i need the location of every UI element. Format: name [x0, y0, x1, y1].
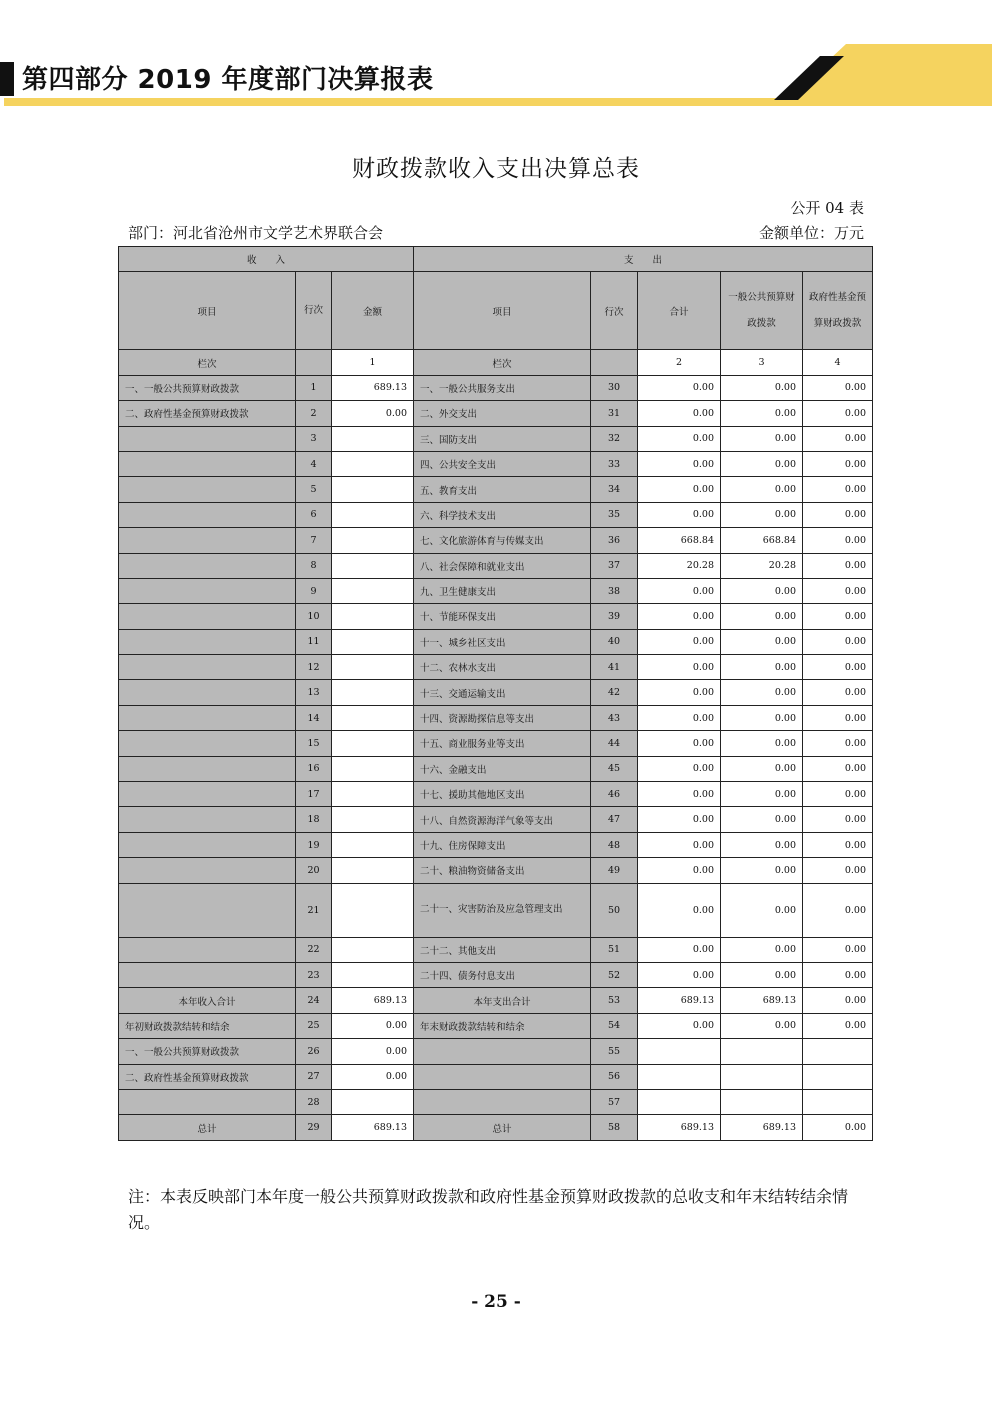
- expense-item-cell: 八、社会保障和就业支出: [414, 553, 591, 578]
- income-row-no-cell: 14: [296, 705, 332, 730]
- col-income-amount: 金额: [332, 272, 414, 350]
- table-row: [119, 883, 873, 937]
- expense-row-no-cell: 35: [591, 502, 638, 527]
- table-row: [119, 756, 873, 781]
- income-row-no-cell: 10: [296, 604, 332, 629]
- expense-row-no-cell: 42: [591, 680, 638, 705]
- income-item-cell: [119, 705, 296, 730]
- table-row: [119, 832, 873, 857]
- income-item-cell: [119, 731, 296, 756]
- page-number: - 25 -: [471, 1292, 521, 1312]
- total-cell: 668.84: [638, 528, 721, 553]
- income-header: 收 入: [119, 247, 414, 272]
- general-budget-cell: 0.00: [721, 705, 803, 730]
- income-row-no-cell: 6: [296, 502, 332, 527]
- expense-item-cell: 十、节能环保支出: [414, 604, 591, 629]
- income-row-no-cell: 8: [296, 553, 332, 578]
- expense-row-no-cell: 44: [591, 731, 638, 756]
- budget-table: [118, 246, 873, 1141]
- fund-budget-cell: 0.00: [803, 401, 873, 426]
- income-row-no-cell: 19: [296, 832, 332, 857]
- income-item-cell: [119, 477, 296, 502]
- total-cell: 0.00: [638, 858, 721, 883]
- general-budget-cell: 0.00: [721, 655, 803, 680]
- table-row: [119, 528, 873, 553]
- col-index-4: 4: [803, 350, 873, 375]
- income-item-cell: [119, 1089, 296, 1114]
- table-row: [119, 731, 873, 756]
- expense-item-cell: 一、一般公共服务支出: [414, 375, 591, 400]
- table-row: [119, 426, 873, 451]
- general-budget-cell: 0.00: [721, 1013, 803, 1038]
- expense-header: 支 出: [414, 247, 873, 272]
- total-cell: 0.00: [638, 375, 721, 400]
- total-cell: 0.00: [638, 578, 721, 603]
- expense-item-cell: 二十四、债务付息支出: [414, 962, 591, 987]
- expense-item-cell: 二十一、灾害防治及应急管理支出: [414, 883, 591, 937]
- expense-row-no-cell: 52: [591, 962, 638, 987]
- general-budget-cell: [721, 1039, 803, 1064]
- table-row: [119, 1013, 873, 1038]
- total-cell: [638, 1039, 721, 1064]
- fund-budget-cell: 0.00: [803, 807, 873, 832]
- income-row-no-cell: 27: [296, 1064, 332, 1089]
- total-cell: 0.00: [638, 629, 721, 654]
- income-item-cell: [119, 937, 296, 962]
- fund-budget-cell: 0.00: [803, 937, 873, 962]
- income-amount-cell: 689.13: [332, 375, 414, 400]
- income-item-cell: [119, 578, 296, 603]
- table-header-row-2: [119, 272, 873, 350]
- expense-item-cell: 总计: [414, 1115, 591, 1140]
- income-amount-cell: [332, 451, 414, 476]
- expense-row-no-cell: 40: [591, 629, 638, 654]
- col-income-row-no: 行次: [296, 272, 332, 350]
- expense-row-no-cell: 51: [591, 937, 638, 962]
- expense-row-no-cell: 38: [591, 578, 638, 603]
- fund-budget-cell: 0.00: [803, 1115, 873, 1140]
- income-item-cell: [119, 528, 296, 553]
- income-item-cell: 一、一般公共预算财政拨款: [119, 1039, 296, 1064]
- income-item-cell: 本年收入合计: [119, 988, 296, 1013]
- footnote: 注：本表反映部门本年度一般公共预算财政拨款和政府性基金预算财政拨款的总收支和年末结转结余情况。: [128, 1187, 849, 1232]
- income-row-no-cell: 29: [296, 1115, 332, 1140]
- expense-row-no-cell: 58: [591, 1115, 638, 1140]
- table-row: [119, 680, 873, 705]
- general-budget-cell: [721, 1089, 803, 1114]
- general-budget-cell: 0.00: [721, 629, 803, 654]
- general-budget-cell: 0.00: [721, 832, 803, 857]
- table-column-index-row: [119, 350, 873, 375]
- income-row-no-cell: 4: [296, 451, 332, 476]
- income-amount-cell: [332, 883, 414, 937]
- table-row: [119, 629, 873, 654]
- total-cell: 0.00: [638, 451, 721, 476]
- general-budget-cell: 0.00: [721, 756, 803, 781]
- department-label: 部门：河北省沧州市文学艺术界联合会: [128, 224, 384, 242]
- income-amount-cell: [332, 705, 414, 730]
- total-cell: 0.00: [638, 655, 721, 680]
- total-cell: 0.00: [638, 426, 721, 451]
- income-amount-cell: [332, 629, 414, 654]
- income-amount-cell: [332, 858, 414, 883]
- expense-row-no-cell: 33: [591, 451, 638, 476]
- table-row: [119, 1115, 873, 1140]
- income-item-cell: [119, 782, 296, 807]
- income-item-cell: [119, 655, 296, 680]
- general-budget-cell: 0.00: [721, 578, 803, 603]
- expense-item-cell: 二十、粮油物资储备支出: [414, 858, 591, 883]
- income-amount-cell: [332, 731, 414, 756]
- expense-row-no-cell: 50: [591, 883, 638, 937]
- expense-item-cell: 九、卫生健康支出: [414, 578, 591, 603]
- income-amount-cell: [332, 578, 414, 603]
- general-budget-cell: 668.84: [721, 528, 803, 553]
- col-index-label-left: 栏次: [119, 350, 296, 375]
- income-row-no-cell: 1: [296, 375, 332, 400]
- general-budget-cell: [721, 1064, 803, 1089]
- general-budget-cell: 0.00: [721, 680, 803, 705]
- table-row: [119, 578, 873, 603]
- general-budget-cell: 0.00: [721, 937, 803, 962]
- expense-item-cell: 五、教育支出: [414, 477, 591, 502]
- document-title: 财政拨款收入支出决算总表: [352, 156, 640, 182]
- table-row: [119, 1089, 873, 1114]
- fund-budget-cell: 0.00: [803, 528, 873, 553]
- income-amount-cell: 689.13: [332, 1115, 414, 1140]
- table-row: [119, 502, 873, 527]
- total-cell: [638, 1089, 721, 1114]
- general-budget-cell: 0.00: [721, 782, 803, 807]
- fund-budget-cell: 0.00: [803, 1013, 873, 1038]
- table-row: [119, 451, 873, 476]
- total-cell: 0.00: [638, 401, 721, 426]
- income-row-no-cell: 12: [296, 655, 332, 680]
- expense-row-no-cell: 36: [591, 528, 638, 553]
- col-expense-item: 项目: [414, 272, 591, 350]
- income-item-cell: 二、政府性基金预算财政拨款: [119, 1064, 296, 1089]
- total-cell: 689.13: [638, 1115, 721, 1140]
- income-row-no-cell: 5: [296, 477, 332, 502]
- general-budget-cell: 0.00: [721, 807, 803, 832]
- fund-budget-cell: 0.00: [803, 451, 873, 476]
- income-amount-cell: [332, 426, 414, 451]
- income-row-no-cell: 24: [296, 988, 332, 1013]
- income-amount-cell: 0.00: [332, 401, 414, 426]
- expense-item-cell: 十五、商业服务业等支出: [414, 731, 591, 756]
- expense-row-no-cell: 56: [591, 1064, 638, 1089]
- expense-item-cell: 十六、金融支出: [414, 756, 591, 781]
- total-cell: 0.00: [638, 782, 721, 807]
- income-item-cell: [119, 604, 296, 629]
- income-item-cell: [119, 832, 296, 857]
- income-amount-cell: [332, 807, 414, 832]
- expense-item-cell: 十四、资源勘探信息等支出: [414, 705, 591, 730]
- fund-budget-cell: 0.00: [803, 962, 873, 987]
- general-budget-cell: 20.28: [721, 553, 803, 578]
- expense-row-no-cell: 43: [591, 705, 638, 730]
- expense-item-cell: 四、公共安全支出: [414, 451, 591, 476]
- income-row-no-cell: 13: [296, 680, 332, 705]
- income-row-no-cell: 3: [296, 426, 332, 451]
- total-cell: 0.00: [638, 807, 721, 832]
- unit-label: 金额单位：万元: [758, 224, 864, 242]
- total-cell: 689.13: [638, 988, 721, 1013]
- fund-budget-cell: [803, 1064, 873, 1089]
- expense-item-cell: 十二、农林水支出: [414, 655, 591, 680]
- table-row: [119, 705, 873, 730]
- general-budget-cell: 0.00: [721, 962, 803, 987]
- income-amount-cell: [332, 655, 414, 680]
- income-row-no-cell: 9: [296, 578, 332, 603]
- income-row-no-cell: 23: [296, 962, 332, 987]
- income-row-no-cell: 20: [296, 858, 332, 883]
- fund-budget-cell: 0.00: [803, 988, 873, 1013]
- table-row: [119, 988, 873, 1013]
- income-item-cell: [119, 426, 296, 451]
- fund-budget-cell: 0.00: [803, 731, 873, 756]
- total-cell: 0.00: [638, 604, 721, 629]
- general-budget-cell: 0.00: [721, 883, 803, 937]
- expense-item-cell: 本年支出合计: [414, 988, 591, 1013]
- total-cell: 0.00: [638, 680, 721, 705]
- expense-row-no-cell: 47: [591, 807, 638, 832]
- total-cell: 0.00: [638, 705, 721, 730]
- expense-row-no-cell: 41: [591, 655, 638, 680]
- col-index-2: 2: [638, 350, 721, 375]
- col-total: 合计: [638, 272, 721, 350]
- income-row-no-cell: 16: [296, 756, 332, 781]
- fund-budget-cell: 0.00: [803, 426, 873, 451]
- income-row-no-cell: 28: [296, 1089, 332, 1114]
- income-item-cell: [119, 451, 296, 476]
- income-row-no-cell: 25: [296, 1013, 332, 1038]
- fund-budget-cell: 0.00: [803, 858, 873, 883]
- total-cell: 0.00: [638, 502, 721, 527]
- expense-row-no-cell: 49: [591, 858, 638, 883]
- table-row: [119, 962, 873, 987]
- expense-item-cell: 七、文化旅游体育与传媒支出: [414, 528, 591, 553]
- income-amount-cell: [332, 680, 414, 705]
- income-item-cell: [119, 553, 296, 578]
- income-amount-cell: [332, 553, 414, 578]
- expense-row-no-cell: 53: [591, 988, 638, 1013]
- table-row: [119, 553, 873, 578]
- col-fund-budget: 政府性基金预算财政拨款: [803, 272, 873, 350]
- total-cell: [638, 1064, 721, 1089]
- general-budget-cell: 0.00: [721, 502, 803, 527]
- income-item-cell: 二、政府性基金预算财政拨款: [119, 401, 296, 426]
- expense-item-cell: 六、科学技术支出: [414, 502, 591, 527]
- header-decoration: [770, 44, 992, 104]
- expense-item-cell: 十三、交通运输支出: [414, 680, 591, 705]
- table-row: [119, 604, 873, 629]
- income-amount-cell: 0.00: [332, 1039, 414, 1064]
- expense-item-cell: 三、国防支出: [414, 426, 591, 451]
- fund-budget-cell: 0.00: [803, 477, 873, 502]
- general-budget-cell: 689.13: [721, 988, 803, 1013]
- expense-item-cell: 二十二、其他支出: [414, 937, 591, 962]
- table-row: [119, 655, 873, 680]
- fund-budget-cell: 0.00: [803, 883, 873, 937]
- income-item-cell: 总计: [119, 1115, 296, 1140]
- income-item-cell: [119, 807, 296, 832]
- expense-row-no-cell: 45: [591, 756, 638, 781]
- header-black-block: [0, 62, 14, 96]
- table-header-row-1: [119, 247, 873, 272]
- fund-budget-cell: 0.00: [803, 629, 873, 654]
- table-row: [119, 375, 873, 400]
- income-amount-cell: [332, 477, 414, 502]
- total-cell: 0.00: [638, 477, 721, 502]
- expense-item-cell: 十一、城乡社区支出: [414, 629, 591, 654]
- income-item-cell: [119, 680, 296, 705]
- fund-budget-cell: 0.00: [803, 782, 873, 807]
- expense-row-no-cell: 57: [591, 1089, 638, 1114]
- income-row-no-cell: 21: [296, 883, 332, 937]
- col-expense-row-no: 行次: [591, 272, 638, 350]
- general-budget-cell: 0.00: [721, 858, 803, 883]
- fund-budget-cell: [803, 1039, 873, 1064]
- table-row: [119, 1064, 873, 1089]
- income-item-cell: 一、一般公共预算财政拨款: [119, 375, 296, 400]
- income-row-no-cell: 11: [296, 629, 332, 654]
- expense-row-no-cell: 46: [591, 782, 638, 807]
- general-budget-cell: 0.00: [721, 604, 803, 629]
- income-amount-cell: [332, 1089, 414, 1114]
- expense-row-no-cell: 34: [591, 477, 638, 502]
- general-budget-cell: 0.00: [721, 426, 803, 451]
- income-amount-cell: [332, 756, 414, 781]
- income-amount-cell: [332, 937, 414, 962]
- income-item-cell: [119, 858, 296, 883]
- expense-row-no-cell: 55: [591, 1039, 638, 1064]
- total-cell: 0.00: [638, 832, 721, 857]
- expense-row-no-cell: 37: [591, 553, 638, 578]
- expense-row-no-cell: 54: [591, 1013, 638, 1038]
- income-item-cell: [119, 883, 296, 937]
- table-row: [119, 858, 873, 883]
- col-index-1: 1: [332, 350, 414, 375]
- income-row-no-cell: 15: [296, 731, 332, 756]
- expense-row-no-cell: 39: [591, 604, 638, 629]
- expense-item-cell: 十八、自然资源海洋气象等支出: [414, 807, 591, 832]
- fund-budget-cell: 0.00: [803, 705, 873, 730]
- income-row-no-cell: 2: [296, 401, 332, 426]
- general-budget-cell: 0.00: [721, 375, 803, 400]
- income-item-cell: [119, 629, 296, 654]
- income-amount-cell: 689.13: [332, 988, 414, 1013]
- fund-budget-cell: 0.00: [803, 553, 873, 578]
- income-item-cell: [119, 962, 296, 987]
- general-budget-cell: 0.00: [721, 451, 803, 476]
- total-cell: 0.00: [638, 962, 721, 987]
- col-index-3: 3: [721, 350, 803, 375]
- fund-budget-cell: 0.00: [803, 502, 873, 527]
- expense-item-cell: 年末财政拨款结转和结余: [414, 1013, 591, 1038]
- income-amount-cell: 0.00: [332, 1013, 414, 1038]
- expense-item-cell: [414, 1039, 591, 1064]
- income-row-no-cell: 7: [296, 528, 332, 553]
- expense-item-cell: 十九、住房保障支出: [414, 832, 591, 857]
- total-cell: 0.00: [638, 756, 721, 781]
- table-row: [119, 782, 873, 807]
- total-cell: 0.00: [638, 883, 721, 937]
- income-row-no-cell: 26: [296, 1039, 332, 1064]
- general-budget-cell: 689.13: [721, 1115, 803, 1140]
- income-amount-cell: [332, 782, 414, 807]
- expense-row-no-cell: 32: [591, 426, 638, 451]
- income-amount-cell: 0.00: [332, 1064, 414, 1089]
- fund-budget-cell: [803, 1089, 873, 1114]
- col-index-empty-left: [296, 350, 332, 375]
- table-number: 公开 04 表: [790, 199, 864, 217]
- income-item-cell: [119, 502, 296, 527]
- expense-item-cell: 二、外交支出: [414, 401, 591, 426]
- income-item-cell: 年初财政拨款结转和结余: [119, 1013, 296, 1038]
- col-index-label-right: 栏次: [414, 350, 591, 375]
- income-amount-cell: [332, 604, 414, 629]
- fund-budget-cell: 0.00: [803, 832, 873, 857]
- income-amount-cell: [332, 502, 414, 527]
- income-row-no-cell: 17: [296, 782, 332, 807]
- expense-item-cell: 十七、援助其他地区支出: [414, 782, 591, 807]
- fund-budget-cell: 0.00: [803, 680, 873, 705]
- total-cell: 0.00: [638, 731, 721, 756]
- table-row: [119, 1039, 873, 1064]
- expense-row-no-cell: 48: [591, 832, 638, 857]
- general-budget-cell: 0.00: [721, 401, 803, 426]
- expense-row-no-cell: 31: [591, 401, 638, 426]
- col-income-item: 项目: [119, 272, 296, 350]
- income-row-no-cell: 18: [296, 807, 332, 832]
- col-index-empty-right: [591, 350, 638, 375]
- income-amount-cell: [332, 962, 414, 987]
- income-row-no-cell: 22: [296, 937, 332, 962]
- fund-budget-cell: 0.00: [803, 756, 873, 781]
- fund-budget-cell: 0.00: [803, 655, 873, 680]
- table-row: [119, 477, 873, 502]
- section-title: 第四部分 2019 年度部门决算报表: [22, 65, 434, 95]
- expense-row-no-cell: 30: [591, 375, 638, 400]
- fund-budget-cell: 0.00: [803, 375, 873, 400]
- col-general-budget: 一般公共预算财政拨款: [721, 272, 803, 350]
- expense-item-cell: [414, 1089, 591, 1114]
- table-row: [119, 937, 873, 962]
- expense-item-cell: [414, 1064, 591, 1089]
- income-item-cell: [119, 756, 296, 781]
- total-cell: 0.00: [638, 937, 721, 962]
- table-row: [119, 807, 873, 832]
- total-cell: 0.00: [638, 1013, 721, 1038]
- income-amount-cell: [332, 528, 414, 553]
- general-budget-cell: 0.00: [721, 731, 803, 756]
- general-budget-cell: 0.00: [721, 477, 803, 502]
- table-row: [119, 401, 873, 426]
- total-cell: 20.28: [638, 553, 721, 578]
- fund-budget-cell: 0.00: [803, 604, 873, 629]
- fund-budget-cell: 0.00: [803, 578, 873, 603]
- income-amount-cell: [332, 832, 414, 857]
